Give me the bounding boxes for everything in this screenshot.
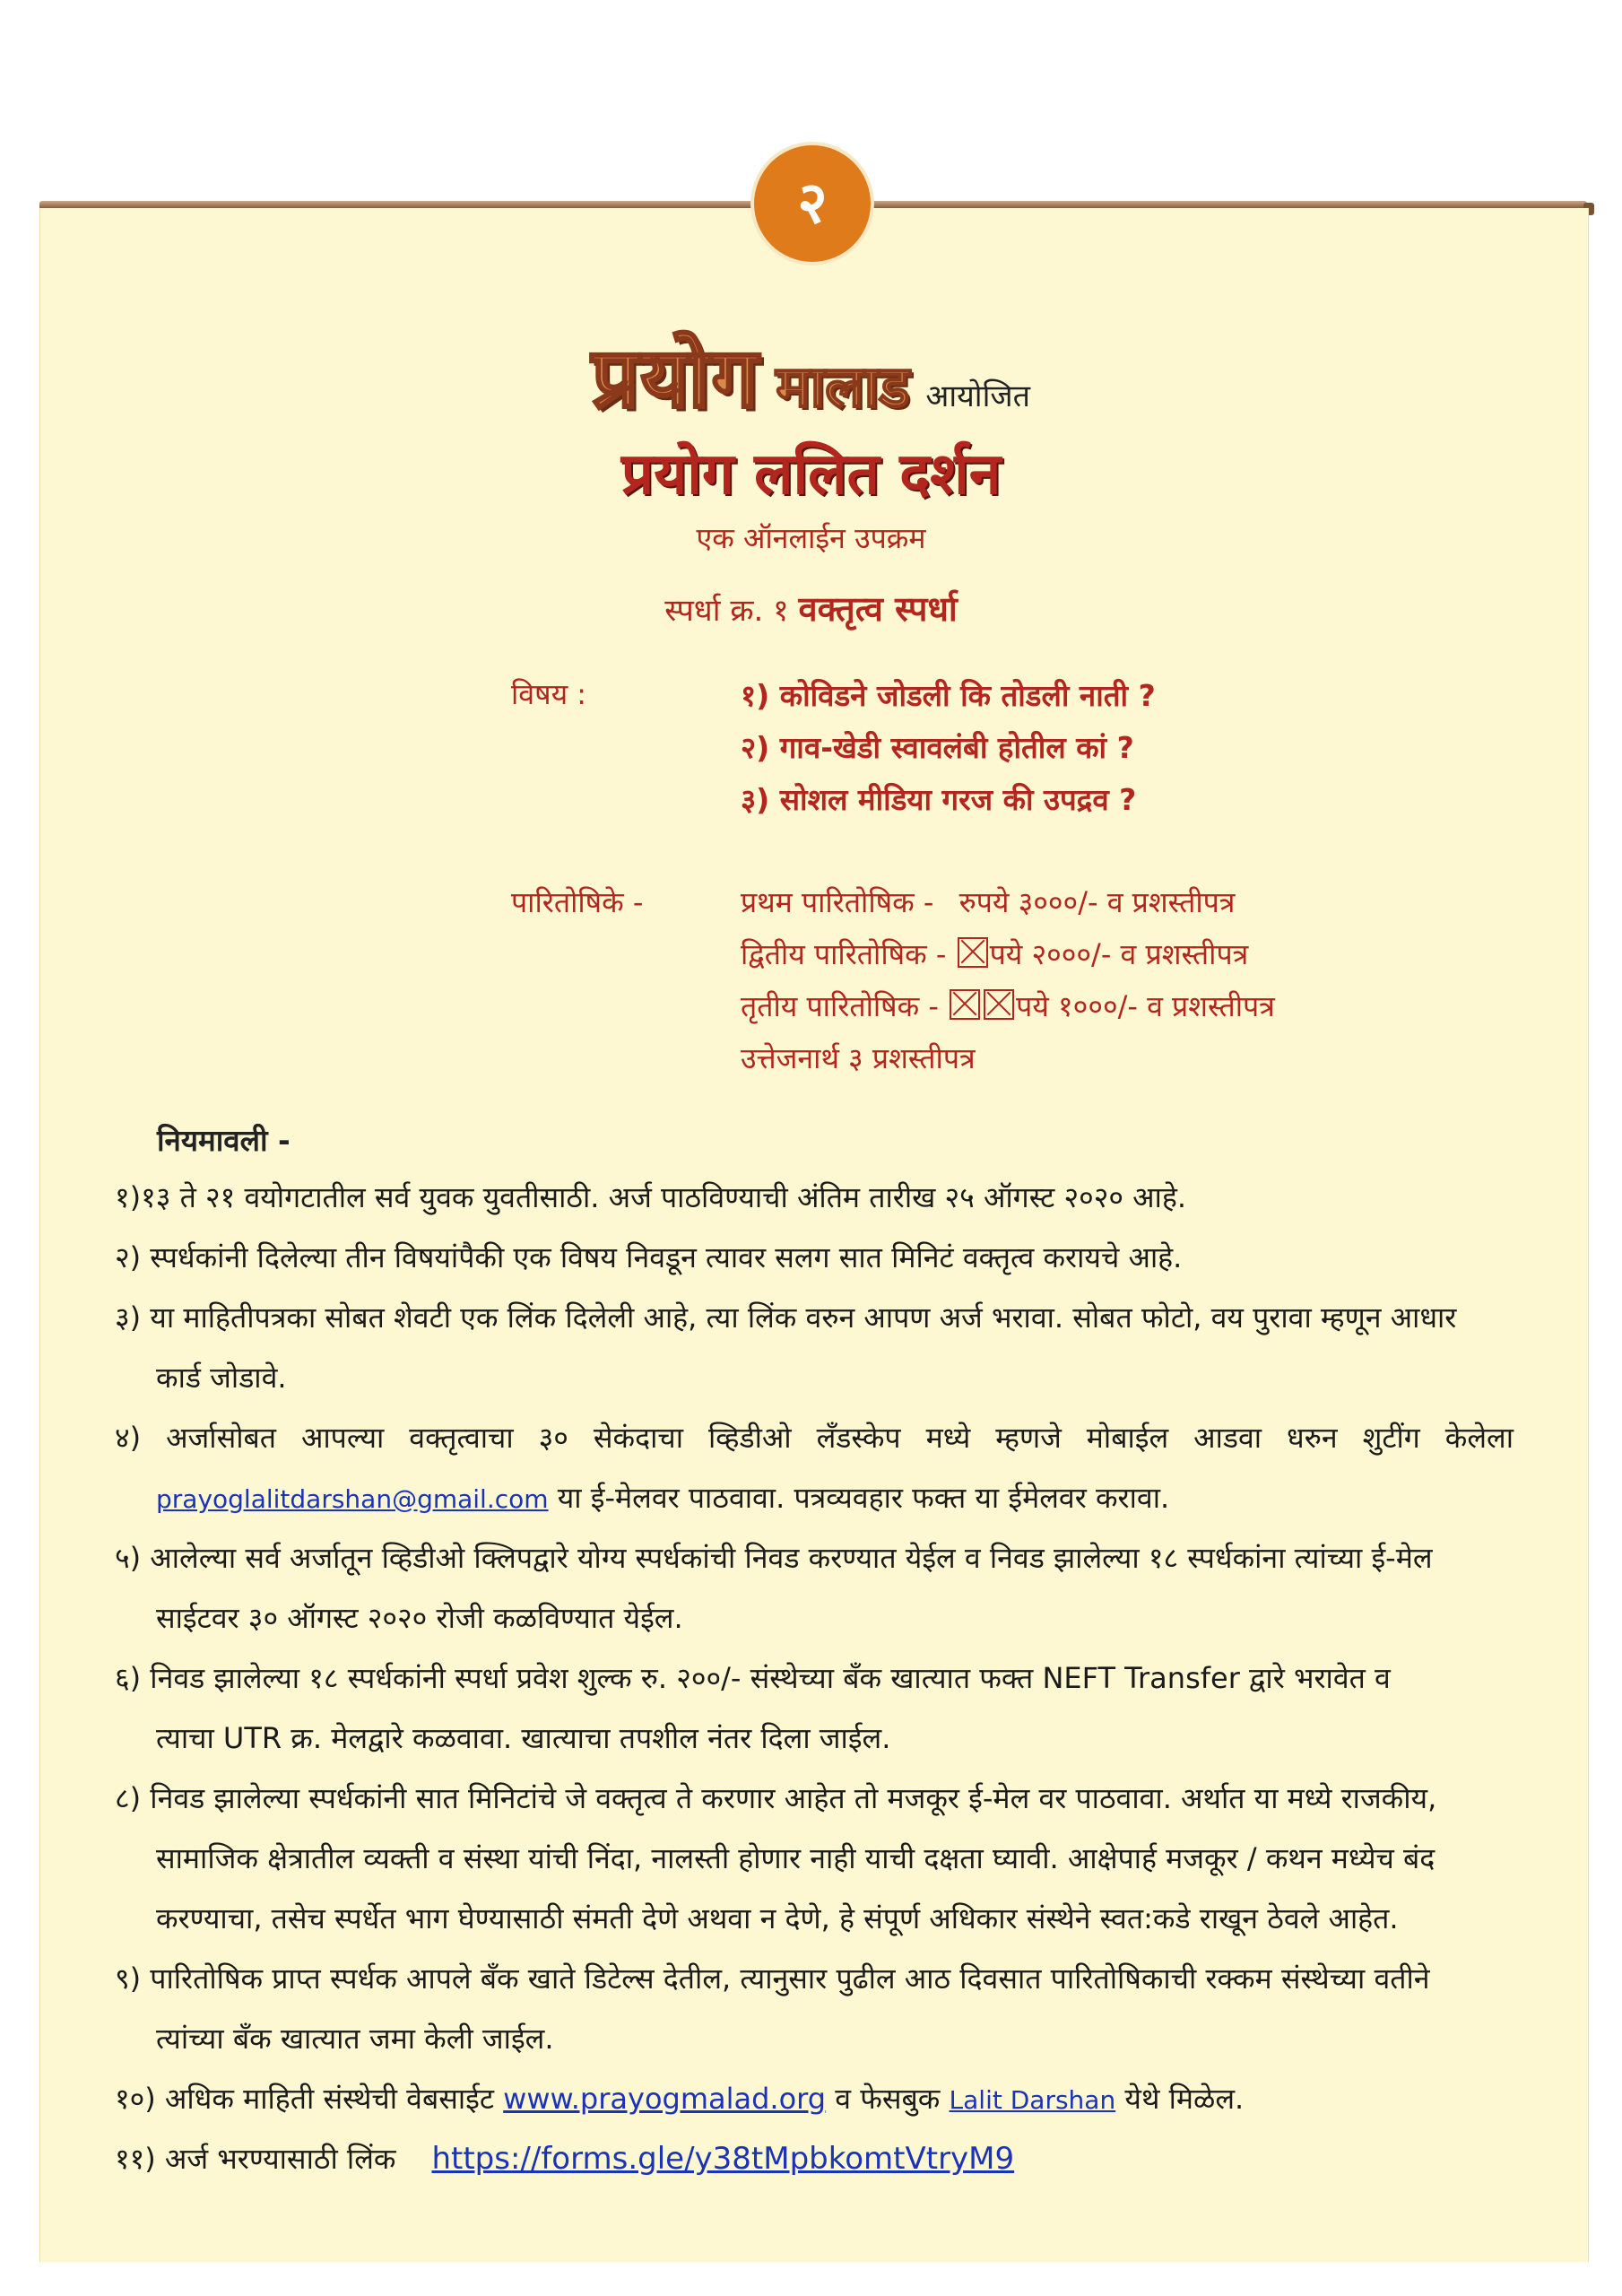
prize-first-name: प्रथम पारितोषिक - xyxy=(741,885,934,919)
facebook-link[interactable]: Lalit Darshan xyxy=(949,2085,1116,2115)
rule-5-line-2: साईटवर ३० ऑगस्ट २०२० रोजी कळविण्यात येईल. xyxy=(156,1601,683,1635)
prize-third-name: तृतीय पारितोषिक - xyxy=(741,989,939,1023)
rule-4-line-1: ४) अर्जासोबत आपल्या वक्तृत्वाचा ३० सेकंदाचा व्हिडीओ लँडस्केप मध्ये म्हणजे मोबाईल आडवा धरुन शुटींग केलेला xyxy=(115,1421,1514,1455)
application-form-link[interactable]: https://forms.gle/y38tMpbkomtVtryM9 xyxy=(431,2141,1015,2177)
prize-first-value: रुपये ३०००/- व प्रशस्तीपत्र xyxy=(958,885,1236,919)
competition-prefix: स्पर्धा क्र. १ xyxy=(664,593,789,629)
rule-4-line-2-text: या ई-मेलवर पाठवावा. पत्रव्यवहार फक्त या ईमेलवर करावा. xyxy=(548,1481,1170,1515)
rule-8-line-2: सामाजिक क्षेत्रातील व्यक्ती व संस्था यांची निंदा, नालस्ती होणार नाही याची दक्षता घ्यावी. आक्षेपार्ह मजकूर / कथन मध्येच बंद xyxy=(156,1841,1436,1875)
cross-mark-icon xyxy=(950,989,980,1020)
rule-3 xyxy=(115,1288,1514,1408)
cross-mark-icon xyxy=(984,989,1014,1020)
topics-label: विषय : xyxy=(511,677,587,711)
prizes-label: पारितोषिके - xyxy=(511,885,644,919)
website-link[interactable]: www.prayogmalad.org xyxy=(503,2082,827,2116)
prize-second-value: पये २०००/- व प्रशस्तीपत्र xyxy=(989,937,1249,971)
page-number-badge: २ xyxy=(754,145,871,262)
rule-6-line-1: ६) निवड झालेल्या १८ स्पर्धकांनी स्पर्धा प्रवेश शुल्क रु. २००/- संस्थेच्या बँक खात्यात फक्त NEFT Transfer द्वारे भरावेत व xyxy=(115,1661,1391,1695)
topic-item: ३) सोशल मीडिया गरज की उपद्रव ? xyxy=(741,782,1137,817)
rule-8 xyxy=(115,1769,1514,1949)
rule-5-line-1: ५) आलेल्या सर्व अर्जातून व्हिडीओ क्लिपद्वारे योग्य स्पर्धकांची निवड करण्यात येईल व निवड झालेल्या १८ स्पर्धकांना त्यांच्या ई-मेल xyxy=(115,1541,1433,1575)
rule-10-text-b: व फेसबुक xyxy=(826,2082,950,2116)
prize-consolation: उत्तेजनार्थ ३ प्रशस्तीपत्र xyxy=(741,1041,976,1075)
brand-title xyxy=(0,318,1622,430)
brand-word-prayog: प्रयोग xyxy=(591,330,760,426)
rule-11-text: ११) अर्ज भरण्यासाठी लिंक xyxy=(115,2142,396,2176)
rule-1: १)१३ ते २१ वयोगटातील सर्व युवक युवतीसाठी. अर्ज पाठविण्याची अंतिम तारीख २५ ऑगस्ट २०२० आहे. xyxy=(115,1180,1187,1214)
rule-5 xyxy=(115,1528,1514,1648)
event-title: प्रयोग ललित दर्शन xyxy=(620,441,1002,508)
rule-6 xyxy=(115,1648,1514,1769)
rule-3-line-2: कार्ड जोडावे. xyxy=(156,1361,287,1395)
prize-first xyxy=(741,883,1235,921)
rule-8-line-3: करण्याचा, तसेच स्पर्धेत भाग घेण्यासाठी संमती देणे अथवा न देणे, हे संपूर्ण अधिकार संस्थेने स्वत:कडे राखून ठेवले आहेत. xyxy=(156,1901,1399,1935)
prize-second-name: द्वितीय पारितोषिक - xyxy=(741,937,947,971)
prize-second xyxy=(741,935,1248,973)
topic-item: २) गाव-खेडी स्वावलंबी होतील कां ? xyxy=(741,730,1134,765)
rule-10-text-c: येथे मिळेल. xyxy=(1115,2082,1245,2116)
rule-2: २) स्पर्धकांनी दिलेल्या तीन विषयांपैकी एक विषय निवडून त्यावर सलग सात मिनिटं वक्तृत्व करायचे आहे. xyxy=(115,1240,1183,1274)
rule-8-line-1: ८) निवड झालेल्या स्पर्धकांनी सात मिनिटांचे जे वक्तृत्व ते करणार आहेत तो मजकूर ई-मेल वर पाठवावा. अर्थात या मध्ये राजकीय, xyxy=(115,1781,1437,1815)
rule-4-line-2 xyxy=(115,1468,1514,1529)
prize-third xyxy=(741,987,1275,1025)
rules-heading: नियमावली - xyxy=(157,1123,291,1158)
brand-word-malad: मालाड xyxy=(776,354,910,421)
cross-mark-icon xyxy=(958,937,988,968)
rule-10-text-a: १०) अधिक माहिती संस्थेची वेबसाईट xyxy=(115,2082,504,2116)
organizer-suffix: आयोजित xyxy=(925,378,1031,414)
rule-4 xyxy=(115,1408,1514,1529)
competition-name: वक्तृत्व स्पर्धा xyxy=(798,589,958,629)
rule-10 xyxy=(115,2069,1514,2130)
rule-6-line-2: त्याचा UTR क्र. मेलद्वारे कळवावा. खात्याचा तपशील नंतर दिला जाईल. xyxy=(156,1721,891,1755)
rule-9-line-1: ९) पारितोषिक प्राप्त स्पर्धक आपले बँक खाते डिटेल्स देतील, त्यानुसार पुढील आठ दिवसात पारितोषिकाची रक्कम संस्थेच्या वतीने xyxy=(115,1961,1430,1996)
rule-11 xyxy=(115,2129,1514,2189)
rule-9-line-2: त्यांच्या बँक खात्यात जमा केली जाईल. xyxy=(156,2022,554,2056)
rule-9 xyxy=(115,1949,1514,2069)
prize-third-value: पये १०००/- व प्रशस्तीपत्र xyxy=(1016,989,1275,1023)
rule-3-line-1: ३) या माहितीपत्रका सोबत शेवटी एक लिंक दिलेली आहे, त्या लिंक वरुन आपण अर्ज भरावा. सोबत फोटो, वय पुरावा म्हणून आधार xyxy=(115,1300,1457,1335)
topic-item: १) कोविडने जोडली कि तोडली नाती ? xyxy=(741,678,1156,713)
contact-email-link[interactable]: prayoglalitdarshan@gmail.com xyxy=(156,1484,549,1514)
event-tagline: एक ऑनलाईन उपक्रम xyxy=(696,521,926,555)
competition-line xyxy=(0,585,1622,631)
